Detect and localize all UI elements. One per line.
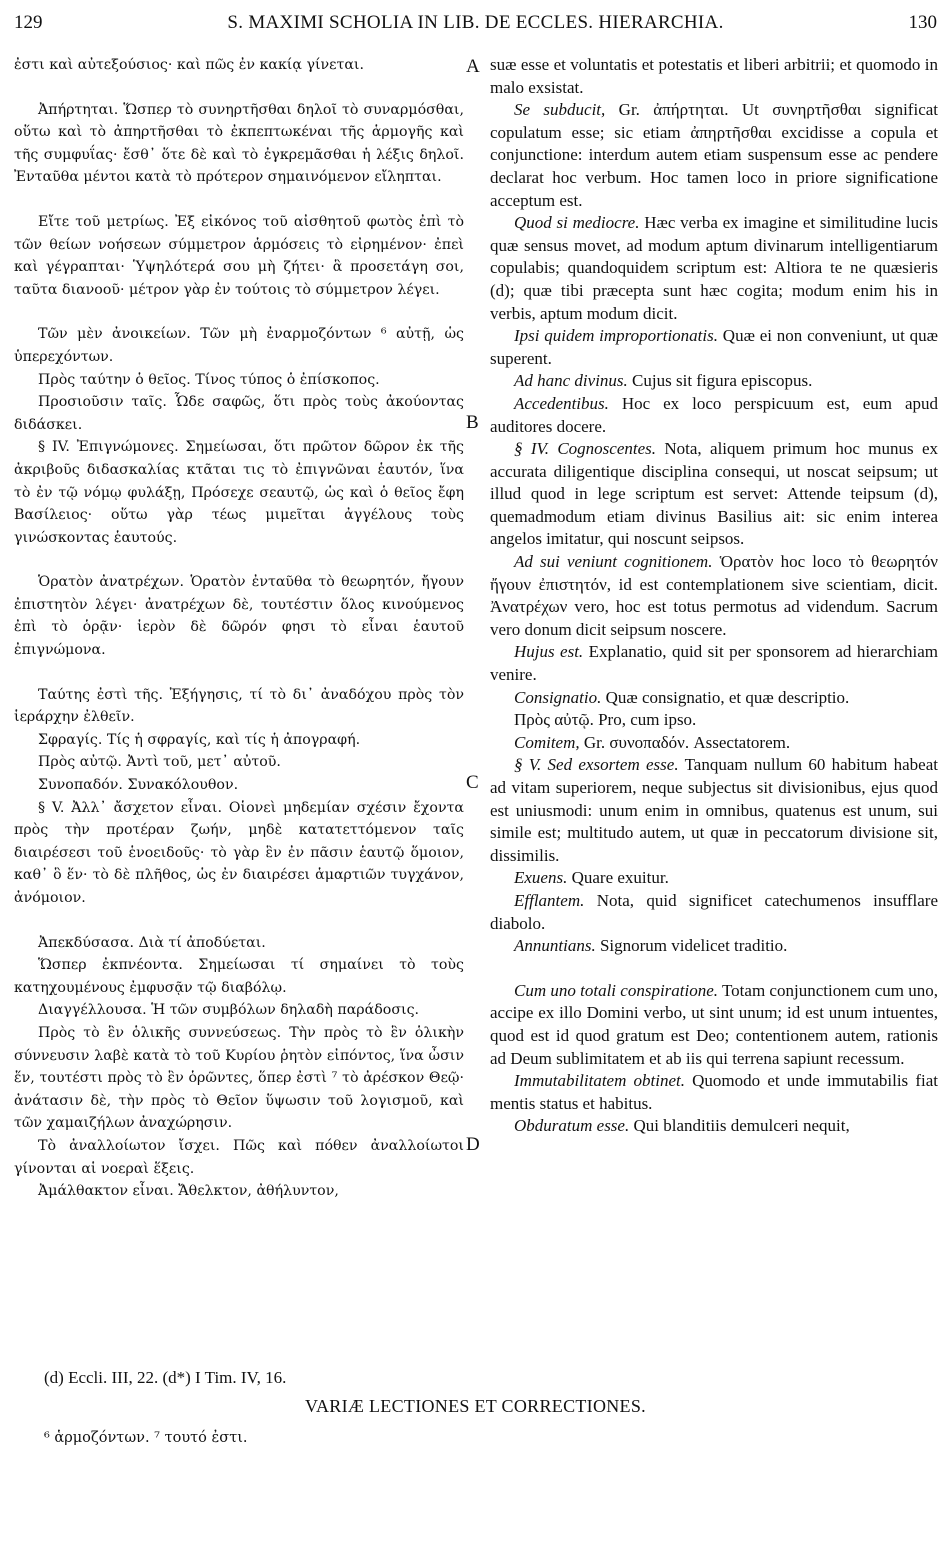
paragraph-text: Quomodo et unde immutabilis fiat mentis status et habitus. <box>490 1071 938 1113</box>
paragraph-text: Πρὸς τὸ ἓν ὁλικῆς συννεύσεως. Τὴν πρὸς τὸ ἓν ὁλικὴν σύννευσιν λαβὲ κατὰ τὸ τοῦ Κυρίου ῥητὸν εἰπόντος, ἵνα ὦσιν ἕν, τουτέστι πρὸς τὸ ἓν ὁρῶντες, ὅπερ ἐστὶ ⁷ τὸ ἀρέσκον Θεῷ· ἀνάτασιν δὲ, τὴν πρὸς τὸ Θεῖον ὕψωσιν τοῦ λογισμοῦ, καὶ τῶν χαμαιζήλων ἀναχώρησιν. <box>14 1024 464 1132</box>
paragraph-text: § V. Ἀλλ᾽ ἄσχετον εἶναι. Οἱονεὶ μηδεμίαν σχέσιν ἔχοντα πρὸς τὴν προτέραν ζωήν, μηδὲ κατατεττόμενον ταῖς διαιρέσεσι τοῦ ἑνοειδοῦς· τὸ γὰρ ἓν ἐν πᾶσιν ἑαυτῷ ὅμοιον, καθ᾽ ὃ ἕν· τὸ δὲ πλῆθος, ὡς ἐν διαιρέσει ἁμαρτιῶν τυγχάνον, ἀνόμοιον. <box>14 799 464 906</box>
paragraph-text: Qui blanditiis demulceri nequit, <box>629 1116 850 1136</box>
latin-paragraph <box>490 1115 938 1138</box>
paragraph-text: Πρὸς αὐτῷ. Ἀντὶ τοῦ, μετ᾽ αὐτοῦ. <box>38 754 281 771</box>
greek-paragraph <box>14 774 464 797</box>
paragraph-text: Quæ ei non conveniunt, ut quæ superent. <box>490 326 938 368</box>
paragraph-text: Gr. συνοπαδόν. Assectatorem. <box>579 732 791 752</box>
paragraph-text: suæ esse et voluntatis et potestatis et liberi arbitrii; et quomodo in malo exsistat. <box>490 55 938 97</box>
greek-paragraph <box>14 369 464 392</box>
page-number-left: 129 <box>14 12 43 33</box>
greek-paragraph <box>14 54 464 77</box>
lemma: Ad hanc divinus. <box>514 371 628 391</box>
lemma: Consignatio. <box>514 687 602 707</box>
running-title: S. MAXIMI SCHOLIA IN LIB. DE ECCLES. HIERARCHIA. <box>227 12 724 33</box>
greek-paragraph <box>14 99 464 189</box>
paragraph-text: Τὸ ἀναλλοίωτον ἴσχει. Πῶς καὶ πόθεν ἀναλλοίωτοι γίνονται αἱ νοεραὶ ἕξεις. <box>14 1137 464 1177</box>
greek-paragraph <box>14 436 464 549</box>
paragraph-text: Τῶν μὲν ἀνοικείων. Τῶν μὴ ἐναρμοζόντων ⁶ αὐτῇ, ὡς ὑπερεχόντων. <box>14 326 464 365</box>
paragraph-text: Συνοπαδόν. Συνακόλουθον. <box>38 777 239 794</box>
greek-paragraph <box>14 954 464 999</box>
lemma: Annuntians. <box>514 936 596 956</box>
paragraph-text: Εἴτε τοῦ μετρίως. Ἐξ εἰκόνος τοῦ αἰσθητοῦ φωτὸς ἐπὶ τὸ τῶν θείων νοήσεων σύμμετρον ἁρμόσεις τὸ εἰρημένον· ἐπεὶ καὶ γέγραπται· Ὑψηλότερά σου μὴ ζήτει· ἃ προσετάγη σοι, ταῦτα διανοοῦ· μέτρον γὰρ ἐν τούτοις τὸ σύμμετρον λέγει. <box>14 213 464 298</box>
paragraph-text: Ὥσπερ ἐκπνέοντα. Σημείωσαι τί σημαίνει τὸ τοὺς κατηχουμένους ἐμφυσᾷν τῷ διαβόλῳ. <box>14 957 464 996</box>
latin-paragraph <box>490 687 938 710</box>
marker-b: B <box>466 412 479 433</box>
lemma: Quod si mediocre. <box>514 213 640 233</box>
paragraph-text: Ταύτης ἐστὶ τῆς. Ἐξήγησις, τί τὸ δι᾽ ἀναδόχου πρὸς τὸν ἱεράρχην ἐλθεῖν. <box>14 686 464 726</box>
lemma: Se subducit, <box>514 100 606 120</box>
latin-paragraph <box>490 867 938 890</box>
paragraph-text: Πρὸς ταύτην ὁ θεῖος. Τίνος τύπος ὁ ἐπίσκοπος. <box>38 371 380 388</box>
latin-paragraph <box>490 54 938 99</box>
paragraph-text: Hoc ex loco perspicuum est, eum apud auditores docere. <box>490 393 938 436</box>
paragraph-text: Hæc verba ex imagine et similitudine lucis quæ sensus movet, ad modum aptum divinarum intelligentiarum copulabis; quandoquidem scriptum est: Altiora te ne quæsieris (d); quæ tibi præcepta sunt hæc cogita; modum enim his in verbis, aptum modum dicit. <box>490 213 938 323</box>
latin-paragraph <box>490 325 938 370</box>
paragraph-text: Ἀπεκδύσασα. Διὰ τί ἀποδύεται. <box>38 934 266 951</box>
variae-lectiones-title: VARIÆ LECTIONES ET CORRECTIONES. <box>305 1396 646 1416</box>
latin-paragraph <box>490 212 938 325</box>
lemma: Efflantem. <box>514 890 585 910</box>
greek-paragraph <box>14 391 464 436</box>
paragraph-text: Explanatio, quid sit per sponsorem ad hierarchiam venire. <box>490 642 938 685</box>
latin-paragraph <box>490 890 938 935</box>
paragraph-text: Ὁρατὸν hoc loco τὸ θεωρητόν ἤγουν ἐπιστητόν, id est contemplationem sive scientiam, dicit. Ἀνατρέχων vero, hoc est totus permotus ad videndum. Sacrum vero donum dicit seipsum noscere. <box>490 552 938 639</box>
latin-paragraph <box>490 732 938 755</box>
paragraph-text: Signorum videlicet traditio. <box>595 936 788 956</box>
paragraph-text: Gr. ἀπήρτηται. Ut συνηρτῆσθαι significat copulatum esse; sic etiam ἀπηρτῆσθαι excidisse a copula et conjunctione: interdum autem etiam suspensum esse ac pendere declarat hoc verbum. Hoc tamen loco in priore significatione acceptum est. <box>490 100 938 210</box>
greek-paragraph <box>14 999 464 1022</box>
greek-paragraph <box>14 323 464 368</box>
paragraph-text: Σφραγίς. Τίς ἡ σφραγίς, καὶ τίς ἡ ἀπογραφή. <box>38 731 361 748</box>
greek-paragraph <box>14 932 464 955</box>
latin-paragraph <box>490 709 938 732</box>
latin-paragraph <box>490 935 938 958</box>
lemma: Obduratum esse. <box>514 1116 630 1136</box>
latin-paragraph <box>490 393 938 438</box>
greek-paragraph <box>14 211 464 301</box>
latin-paragraph <box>490 1070 938 1115</box>
variae-lectiones-text: ⁶ ἁρμοζόντων. ⁷ τουτό ἐστι. <box>44 1430 248 1446</box>
paragraph-text: Διαγγέλλουσα. Ἡ τῶν συμβόλων δηλαδὴ παράδοσις. <box>38 1002 420 1019</box>
lemma: Accedentibus. <box>514 393 609 413</box>
paragraph-text: § IV. Ἐπιγνώμονες. Σημείωσαι, ὅτι πρῶτον δῶρον ἐκ τῆς ἀκριβοῦς διδασκαλίας κτᾶται τις τὸ ἐπιγνῶναι ἑαυτόν, ἵνα τὸ ἐν τῷ νόμῳ φυλάξῃ, Πρόσεχε σεαυτῷ, ὡς καὶ ὁ θεῖος ἔφη Βασίλειος· οὕτω γὰρ τέως μιμεῖται ἀγγέλους τοὺς γινώσκοντας ἑαυτούς. <box>14 439 464 546</box>
paragraph-text: Cujus sit figura episcopus. <box>627 371 813 391</box>
latin-paragraph <box>490 980 938 1070</box>
paragraph-text: Ἀπήρτηται. Ὥσπερ τὸ συνηρτῆσθαι δηλοῖ τὸ συναρμόσθαι, οὕτω καὶ τὸ ἀπηρτῆσθαι τὸ ἐκπεπτωκέναι τῆς ἁρμογῆς καὶ τῆς συμφυΐας· ἔσθ᾽ ὅτε δὲ καὶ τὸ ἐγκρεμᾶσθαι ἡ λέξις δηλοῖ. Ἐνταῦθα μέντοι κατὰ τὸ πρότερον σημαινόμενον εἴληπται. <box>14 101 464 186</box>
paragraph-text: Ἀμάλθακτον εἶναι. Ἄθελκτον, ἀθήλυντον, <box>38 1183 339 1200</box>
lemma: Hujus est. <box>514 642 584 662</box>
marker-a: A <box>466 56 480 77</box>
lemma: Immutabilitatem obtinet. <box>514 1071 685 1091</box>
paragraph-text: Quæ consignatio, et quæ descriptio. <box>601 687 850 707</box>
latin-paragraph <box>490 641 938 686</box>
greek-paragraph <box>14 684 464 729</box>
greek-paragraph <box>14 1180 464 1203</box>
paragraph-text: Προσιοῦσιν ταῖς. Ὧδε σαφῶς, ὅτι πρὸς τοὺς ἀκούοντας διδάσκει. <box>14 394 464 433</box>
greek-paragraph <box>14 797 464 910</box>
latin-column <box>490 54 938 1342</box>
greek-column <box>14 54 464 1342</box>
latin-paragraph <box>490 754 938 867</box>
greek-paragraph <box>14 751 464 774</box>
lemma: Ad sui veniunt cognitionem. <box>514 552 713 572</box>
lemma: Cum uno totali conspiratione. <box>514 980 719 1000</box>
page-header <box>14 12 937 42</box>
paragraph-text: Quare exuitur. <box>567 868 669 888</box>
paragraph-text: Πρὸς αὐτῷ. Pro, cum ipso. <box>514 710 697 730</box>
lemma: § V. Sed exsortem esse. <box>514 755 679 775</box>
lemma: Ipsi quidem improportionatis. <box>514 326 718 346</box>
paragraph-text: Tanquam nullum 60 habitum habeat ad vitam superiorem, neque subjectus sit divisionibus, ejus quod est uniusmodi: unum enim in omnibus, quatenus est unum, sui simile est; multitudo autem, ut quæ in peccatorum divisione sit, dissimilis. <box>490 755 938 865</box>
greek-paragraph <box>14 1135 464 1180</box>
latin-paragraph <box>490 438 938 551</box>
greek-paragraph <box>14 571 464 661</box>
paragraph-text: ἐστι καὶ αὐτεξούσιος· καὶ πῶς ἐν κακίᾳ γίνεται. <box>14 57 364 73</box>
paragraph-text: Nota, quid significet catechumenos insufflare diabolo. <box>490 890 938 933</box>
greek-paragraph <box>14 1022 464 1135</box>
latin-paragraph <box>490 551 938 641</box>
footnote: (d) Eccli. III, 22. (d*) I Tim. IV, 16. <box>44 1368 287 1387</box>
marker-d: D <box>466 1134 480 1155</box>
latin-paragraph <box>490 99 938 212</box>
page-number-right: 130 <box>908 12 937 33</box>
lemma: § IV. Cognoscentes. <box>514 439 657 459</box>
marker-c: C <box>466 772 479 793</box>
greek-paragraph <box>14 729 464 752</box>
lemma: Exuens. <box>514 868 568 888</box>
paragraph-text: Nota, aliquem primum hoc munus ex accurata diligentique disciplina consequi, ut noscat seipsum; ut illud quod in lege scriptum est servet: Attende teipsum (d), quemadmodum etiam divinus Basilius ait: sic enim interea angelos imitatur, qui noscunt seipsos. <box>490 439 938 549</box>
latin-paragraph <box>490 370 938 393</box>
lemma: Comitem, <box>514 732 580 752</box>
paragraph-text: Ὁρατὸν ἀνατρέχων. Ὁρατὸν ἐνταῦθα τὸ θεωρητόν, ἤγουν ἐπιστητὸν λέγει· ἀνατρέχων δὲ, τουτέστιν ὅλος κινούμενος ἐπὶ τὸ ὁρᾷν· ἱερὸν δὲ δῶρόν φησι τὸ εἶναι ἑαυτοῦ ἐπιγνώμονα. <box>14 574 464 659</box>
paragraph-text: Totam conjunctionem cum uno, accipe ex illo Domini verbo, ut sint unum; id est unum intuentes, quod est id quod gratum est Deo; contentionem autem, rationis ad Deum sublimitatem et ab iis qui terrena sapiunt recessum. <box>490 980 938 1068</box>
